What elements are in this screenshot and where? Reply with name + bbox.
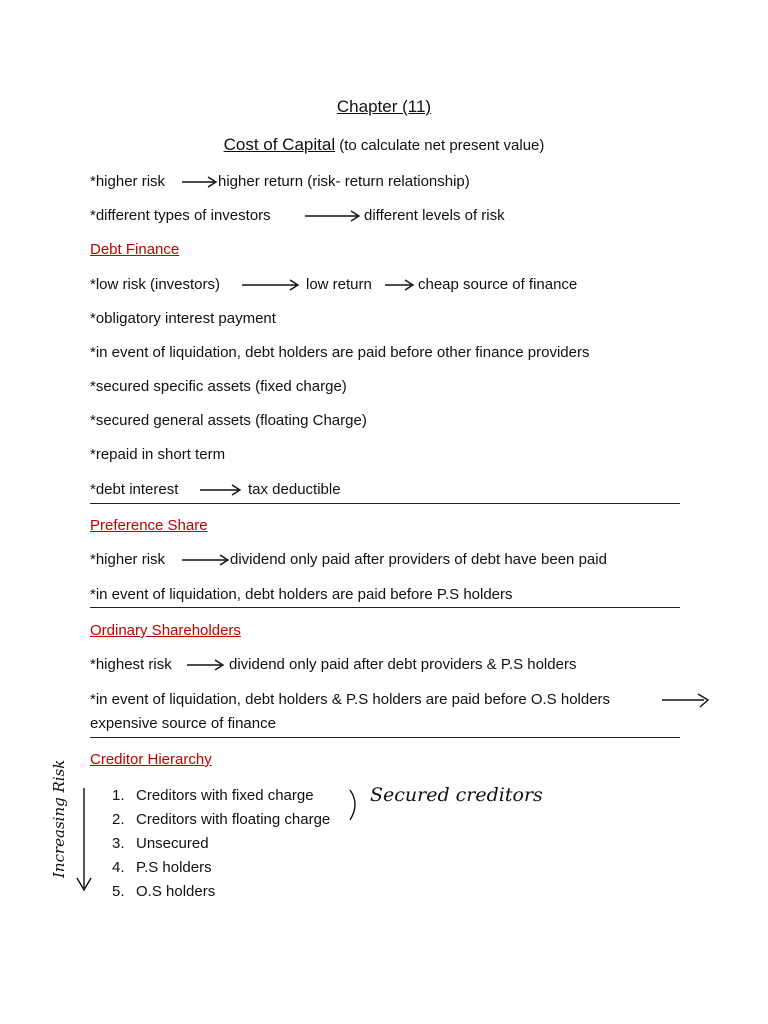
debt-tax-left: *debt interest xyxy=(90,481,179,498)
list-item xyxy=(112,856,330,880)
subtitle-note: (to calculate net present value) xyxy=(335,137,545,154)
list-number: 2. xyxy=(112,811,125,828)
debt-tax-right: tax deductible xyxy=(248,481,341,498)
list-item xyxy=(112,808,330,832)
debt-line-5: *repaid in short term xyxy=(90,446,226,463)
ordinary-liquidation-1: *in event of liquidation, debt holders & P.S holders are paid before O.S holders xyxy=(90,691,611,708)
arrow-icon xyxy=(185,657,227,673)
hierarchy-list xyxy=(112,784,330,904)
subtitle-line xyxy=(0,136,768,155)
arrow-icon xyxy=(240,277,302,293)
ordinary-risk-left: *highest risk xyxy=(90,656,172,673)
ordinary-risk-right: dividend only paid after debt providers & P.S holders xyxy=(229,656,577,673)
list-number: 5. xyxy=(112,883,125,900)
debt-line-2: *in event of liquidation, debt holders are paid before other finance providers xyxy=(90,344,590,361)
preference-heading: Preference Share xyxy=(90,517,208,534)
arrow-icon xyxy=(180,174,220,190)
list-number: 4. xyxy=(112,859,125,876)
list-text: O.S holders xyxy=(136,883,216,900)
arrow-icon xyxy=(660,692,712,710)
debt-line-3: *secured specific assets (fixed charge) xyxy=(90,378,347,395)
list-number: 3. xyxy=(112,835,125,852)
chapter-title: Chapter (11) xyxy=(336,97,432,116)
debt-low-risk: *low risk (investors) xyxy=(90,276,221,293)
ordinary-heading: Ordinary Shareholders xyxy=(90,622,241,639)
down-arrow-icon xyxy=(74,784,94,896)
section-divider xyxy=(90,607,680,608)
increasing-risk-note: Increasing Risk xyxy=(50,759,68,878)
subtitle-main: Cost of Capital xyxy=(223,135,336,154)
intro-2-right: different levels of risk xyxy=(364,207,505,224)
arrow-icon xyxy=(383,277,417,293)
list-number: 1. xyxy=(112,787,125,804)
section-divider xyxy=(90,503,680,504)
ordinary-liquidation-2: expensive source of finance xyxy=(90,715,276,732)
list-item xyxy=(112,832,330,856)
debt-cheap-source: cheap source of finance xyxy=(418,276,578,293)
arrow-icon xyxy=(303,208,363,224)
hierarchy-heading: Creditor Hierarchy xyxy=(90,751,212,768)
bracket-icon xyxy=(344,786,364,826)
list-text: Creditors with floating charge xyxy=(136,811,331,828)
preference-risk-right: dividend only paid after providers of debt have been paid xyxy=(230,551,607,568)
list-item xyxy=(112,784,330,808)
intro-1-left: *higher risk xyxy=(90,173,166,190)
list-text: Unsecured xyxy=(136,835,209,852)
intro-1-right: higher return (risk- return relationship) xyxy=(218,173,470,190)
debt-line-1: *obligatory interest payment xyxy=(90,310,276,327)
intro-2-left: *different types of investors xyxy=(90,207,271,224)
list-text: Creditors with fixed charge xyxy=(136,787,314,804)
debt-low-return: low return xyxy=(306,276,372,293)
section-divider xyxy=(90,737,680,738)
arrow-icon xyxy=(180,552,232,568)
list-item xyxy=(112,880,330,904)
debt-line-4: *secured general assets (floating Charge) xyxy=(90,412,367,429)
intro-line-1 xyxy=(90,173,165,191)
preference-risk-left: *higher risk xyxy=(90,551,166,568)
list-text: P.S holders xyxy=(136,859,212,876)
debt-heading: Debt Finance xyxy=(90,241,180,258)
secured-note: Secured creditors xyxy=(370,784,543,806)
arrow-icon xyxy=(198,482,244,498)
preference-liquidation: *in event of liquidation, debt holders are paid before P.S holders xyxy=(90,586,513,603)
